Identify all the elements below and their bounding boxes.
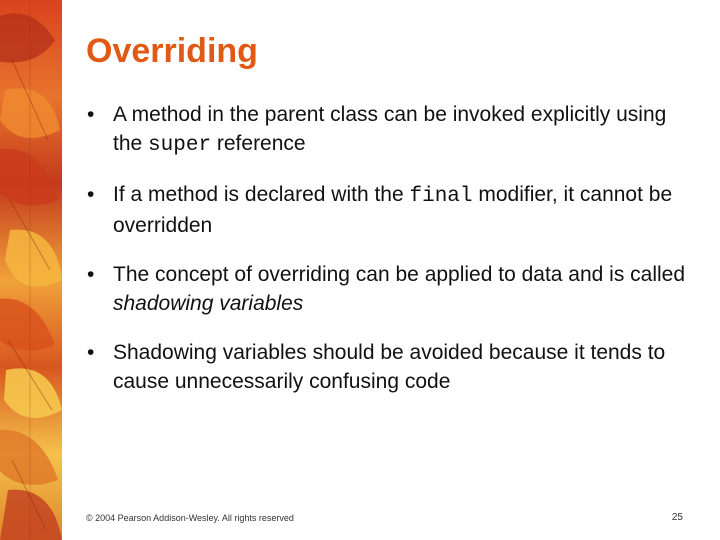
bullet-item [86, 100, 696, 160]
autumn-leaves-border [0, 0, 62, 540]
bullet-icon: • [87, 263, 95, 286]
bullet-icon: • [87, 341, 95, 364]
emphasized-term: shadowing variables [113, 292, 304, 315]
bullet-text: reference [211, 132, 306, 155]
bullet-text: Shadowing variables should be avoided because it tends to cause unnecessarily confusing code [113, 341, 666, 393]
bullet-text: A method in the parent class can be invoked explicitly using the [113, 103, 667, 155]
bullet-icon: • [87, 183, 95, 206]
bullet-text: modifier, it cannot be overridden [113, 183, 673, 237]
bullet-item [86, 260, 696, 318]
slide-title: Overriding [86, 32, 258, 70]
bullet-item [86, 338, 696, 396]
bullet-icon: • [87, 103, 95, 126]
bullet-text: If a method is declared with the [113, 183, 410, 206]
bullet-text: The concept of overriding can be applied to data and is called [113, 263, 686, 286]
bullet-list [86, 100, 696, 416]
bullet-item [86, 180, 696, 240]
code-keyword: super [148, 134, 212, 157]
page-number: 25 [671, 512, 683, 523]
autumn-leaves-image [0, 0, 62, 540]
copyright-footer: © 2004 Pearson Addison-Wesley. All rights reserved [86, 513, 294, 523]
code-keyword: final [409, 185, 473, 208]
